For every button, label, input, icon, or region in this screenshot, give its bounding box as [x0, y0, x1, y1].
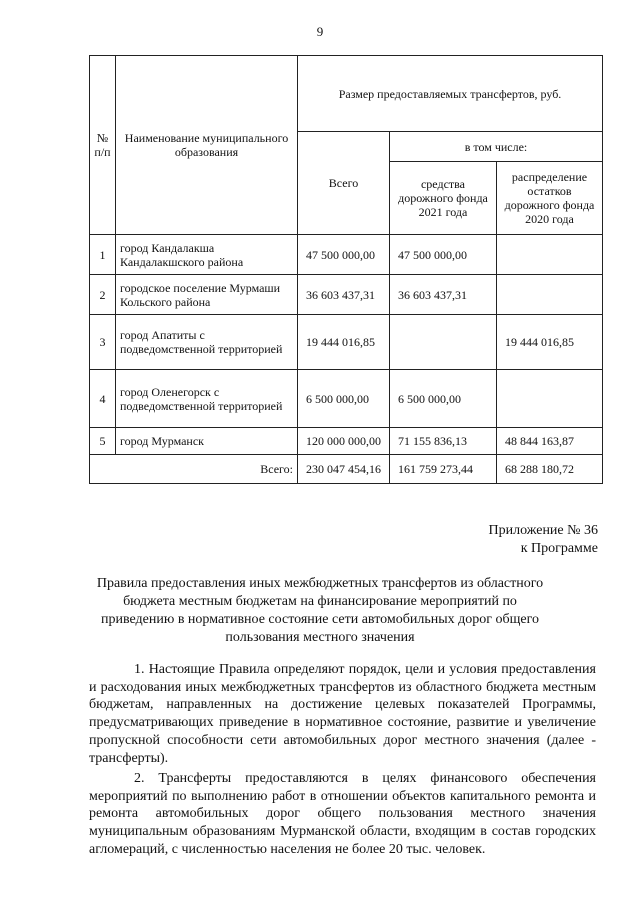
row-total: 6 500 000,00 [298, 370, 390, 428]
header-total: Всего [298, 132, 390, 235]
appendix-program: к Программе [520, 541, 598, 556]
row-road-fund: 47 500 000,00 [390, 235, 497, 275]
row-remainder [497, 275, 603, 315]
table-row [90, 315, 603, 370]
header-including: в том числе: [390, 132, 603, 162]
rules-title: Правила предоставления иных межбюджетных трансфертов из областного бюджета местным бюджетам на финансирование мероприятий по приведению в нормативное состояние сети автомобильных дорог общего пользования местного значения [96, 576, 544, 645]
totals-road-fund: 161 759 273,44 [390, 455, 497, 484]
table-row [90, 235, 603, 275]
paragraph-1: 1. Настоящие Правила определяют порядок, цели и условия предоставления и расходования иных межбюджетных трансфертов из областного бюджета местным бюджетам, направленных на достижение целевых показателей Программы, предусматривающих приведение в нормативное состояние, развитие и увеличение пропускной способности сети автомобильных дорог местного значения (далее - трансферты). [89, 662, 596, 766]
row-name: город Оленегорск с подведомственной территорией [116, 370, 298, 428]
row-num: 3 [90, 315, 116, 370]
row-total: 19 444 016,85 [298, 315, 390, 370]
row-num: 4 [90, 370, 116, 428]
row-name: город Кандалакша Кандалакшского района [116, 235, 298, 275]
row-name: городское поселение Мурмаши Кольского района [116, 275, 298, 315]
row-num: 1 [90, 235, 116, 275]
table-row [90, 428, 603, 455]
totals-total: 230 047 454,16 [298, 455, 390, 484]
row-road-fund: 36 603 437,31 [390, 275, 497, 315]
row-num: 2 [90, 275, 116, 315]
totals-remainder: 68 288 180,72 [497, 455, 603, 484]
row-total: 36 603 437,31 [298, 275, 390, 315]
table-row [90, 370, 603, 428]
appendix-heading [489, 522, 599, 558]
row-remainder: 19 444 016,85 [497, 315, 603, 370]
header-road-fund: средства дорожного фонда 2021 года [390, 162, 497, 235]
row-remainder [497, 235, 603, 275]
row-num: 5 [90, 428, 116, 455]
table-header-row [90, 56, 603, 132]
row-name: город Мурманск [116, 428, 298, 455]
row-total: 47 500 000,00 [298, 235, 390, 275]
transfers-table [89, 55, 603, 484]
table-totals-row [90, 455, 603, 484]
header-size: Размер предоставляемых трансфертов, руб. [298, 56, 603, 132]
row-name: город Апатиты с подведомственной территорией [116, 315, 298, 370]
row-road-fund: 71 155 836,13 [390, 428, 497, 455]
appendix-number: Приложение № 36 [488, 523, 598, 538]
table-row [90, 275, 603, 315]
header-name: Наименование муниципального образования [116, 56, 298, 235]
page-number: 9 [316, 24, 324, 39]
row-remainder [497, 370, 603, 428]
row-total: 120 000 000,00 [298, 428, 390, 455]
row-road-fund [390, 315, 497, 370]
totals-label: Всего: [90, 455, 298, 484]
paragraph-2: 2. Трансферты предоставляются в целях финансового обеспечения мероприятий по выполнению работ в отношении объектов капитального ремонта и ремонта автомобильных дорог общего пользования местного значения муниципальным образованиям Мурманской области, входящим в состав городских агломераций, с численностью населения не более 20 тыс. человек. [89, 771, 596, 857]
row-remainder: 48 844 163,87 [497, 428, 603, 455]
header-num: № п/п [90, 56, 116, 235]
row-road-fund: 6 500 000,00 [390, 370, 497, 428]
header-remainder: распределение остатков дорожного фонда 2020 года [497, 162, 603, 235]
